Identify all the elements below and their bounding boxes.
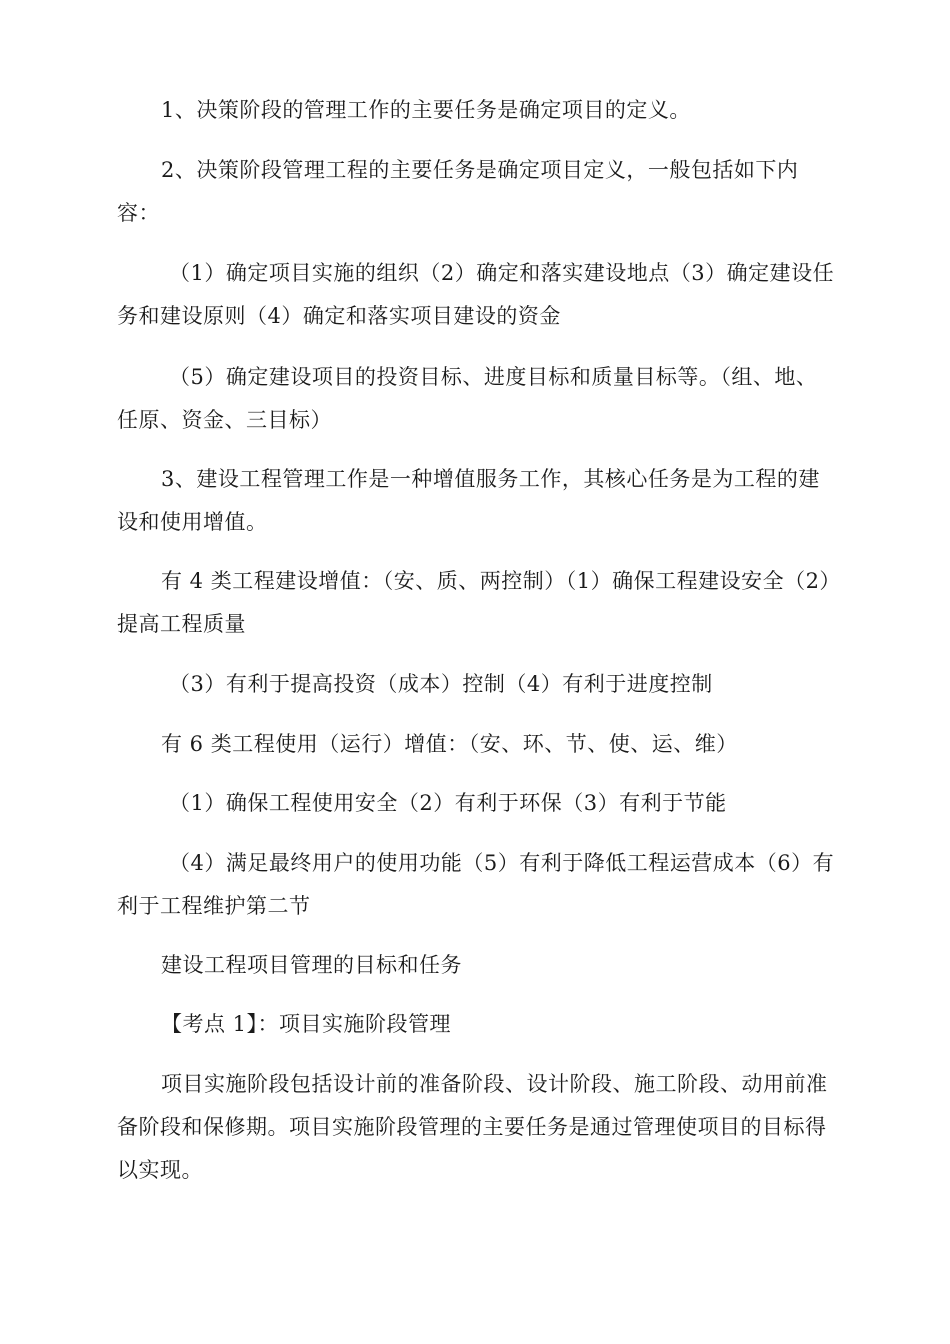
paragraph-6: 有 4 类工程建设增值：（安、质、两控制）（1）确保工程建设安全（2）提高工程质量 xyxy=(117,569,831,636)
paragraph-13: 项目实施阶段包括设计前的准备阶段、设计阶段、施工阶段、动用前准备阶段和保修期。项目实施阶段管理的主要任务是通过管理使项目的目标得以实现。 xyxy=(117,1072,828,1182)
paragraph-1: 1、决策阶段的管理工作的主要任务是确定项目的定义。 xyxy=(161,98,691,122)
paragraph-7: （3）有利于提高投资（成本）控制（4）有利于进度控制 xyxy=(169,672,713,696)
paragraph-9: （1）确保工程使用安全（2）有利于环保（3）有利于节能 xyxy=(169,791,727,815)
paragraph-8: 有 6 类工程使用（运行）增值：（安、环、节、使、运、维） xyxy=(161,732,738,756)
exam-point-heading: 【考点 1】：项目实施阶段管理 xyxy=(161,1012,452,1036)
section-heading: 建设工程项目管理的目标和任务 xyxy=(161,953,462,977)
paragraph-4: （5）确定建设项目的投资目标、进度目标和质量目标等。（组、地、任原、资金、三目标） xyxy=(117,365,818,432)
paragraph-5: 3、建设工程管理工作是一种增值服务工作，其核心任务是为工程的建设和使用增值。 xyxy=(117,467,820,534)
paragraph-2: 2、决策阶段管理工程的主要任务是确定项目定义，一般包括如下内容： xyxy=(117,158,799,225)
paragraph-3: （1）确定项目实施的组织（2）确定和落实建设地点（3）确定建设任务和建设原则（4）确定和落实项目建设的资金 xyxy=(117,261,835,328)
paragraph-10: （4）满足最终用户的使用功能（5）有利于降低工程运营成本（6）有利于工程维护第二节 xyxy=(117,851,835,918)
